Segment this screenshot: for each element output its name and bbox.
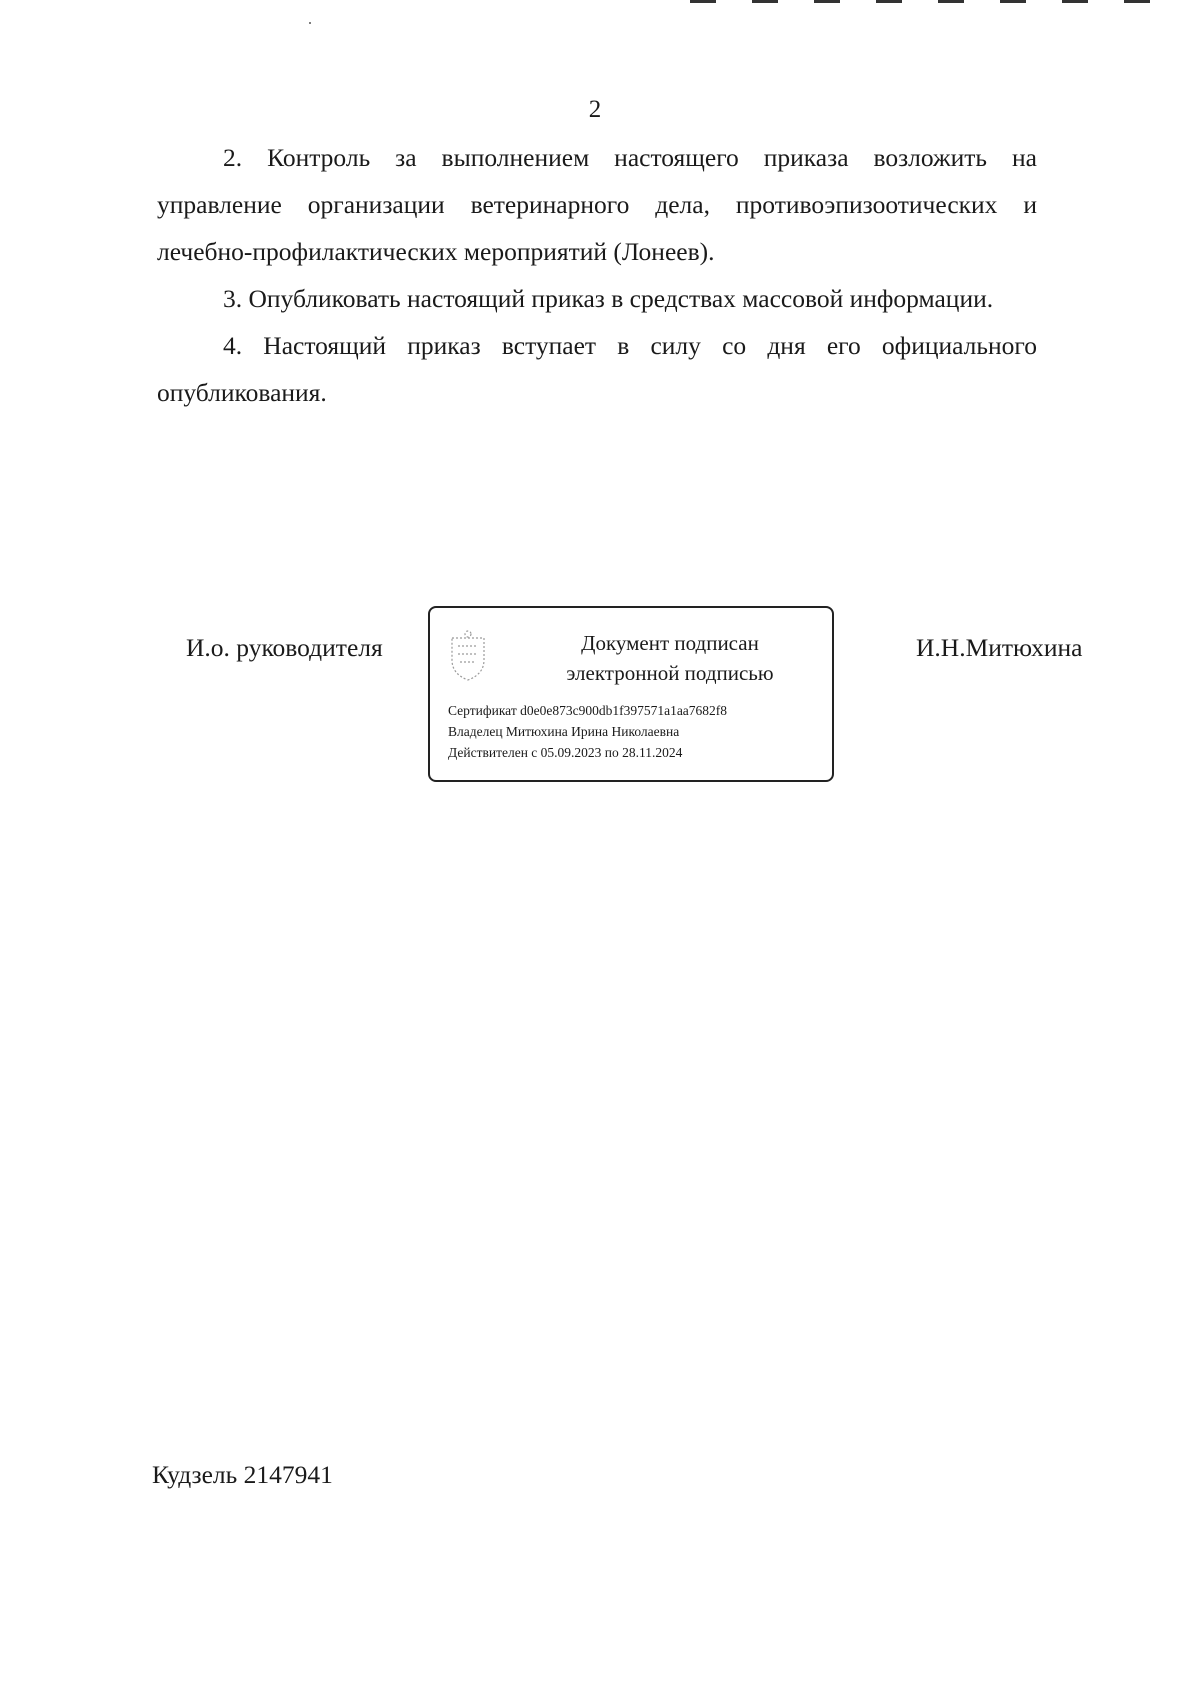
esig-title-line1: Документ подписан [581,631,759,655]
electronic-signature-stamp [428,606,834,782]
scan-speck [309,22,311,24]
esig-owner: Владелец Митюхина Ирина Николаевна [448,724,680,739]
coat-of-arms-icon [446,630,490,682]
footer-author: Кудзель 2147941 [152,1460,333,1489]
order-body [157,134,1037,416]
esig-validity: Действителен с 05.09.2023 по 28.11.2024 [448,745,683,760]
esig-certificate: Сертификат d0e0e873c900db1f397571a1aa7682f8 [448,703,728,718]
esig-details [448,700,727,763]
signatory-name: И.Н.Митюхина [916,633,1083,662]
scan-top-marks [690,0,1190,6]
page-number: 2 [588,96,602,123]
paragraph-effective: 4. Настоящий приказ вступает в силу со дня его официального опубликования. [157,331,1037,407]
signatory-role: И.о. руководителя [186,633,383,662]
esig-title [520,628,820,688]
paragraph-publish: 3. Опубликовать настоящий приказ в средствах массовой информации. [223,284,994,313]
paragraph-control: 2. Контроль за выполнением настоящего приказа возложить на управление организации ветеринарного дела, противоэпизоотических и лечебно-профилактических мероприятий (Лонеев). [157,143,1037,266]
esig-title-line2: электронной подписью [566,661,774,685]
